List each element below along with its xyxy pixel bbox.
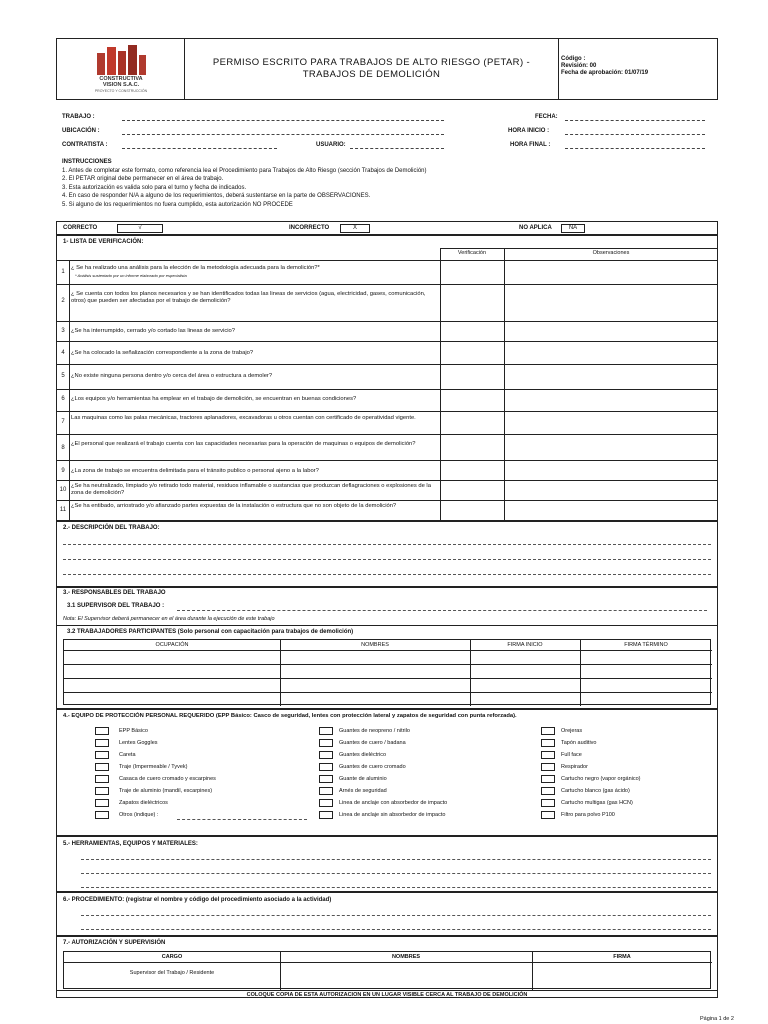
item-number: 3 bbox=[61, 328, 65, 334]
checklist-item bbox=[57, 321, 717, 334]
checklist-item bbox=[57, 341, 717, 356]
epp-checkbox[interactable] bbox=[541, 739, 555, 747]
epp-checkbox[interactable] bbox=[541, 727, 555, 735]
epp-item-label: Filtro para polvo P100 bbox=[561, 812, 615, 818]
incorrecto-label: INCORRECTO bbox=[289, 225, 330, 231]
company-logo bbox=[57, 39, 185, 99]
epp-title: 4.- EQUIPO DE PROTECCIÓN PERSONAL REQUERIDO (EPP Básico: Casco de seguridad, lentes con protección lateral y zapatos de seguridad con punta reforzada). bbox=[63, 713, 517, 719]
item-number: 11 bbox=[59, 507, 67, 513]
workers-table bbox=[63, 639, 711, 705]
contratista-field[interactable] bbox=[122, 148, 277, 149]
epp-item-label: EPP Básico bbox=[119, 728, 148, 734]
epp-item-label: Traje (Impermeable / Tyvek) bbox=[119, 764, 188, 770]
epp-checkbox[interactable] bbox=[319, 811, 333, 819]
epp-item-label: Cartucho multigas (gas HCN) bbox=[561, 800, 633, 806]
item-question: ¿No existe ninguna persona dentro y/o cerca del área o estructura a demoler? bbox=[71, 373, 273, 379]
epp-item-label: Cartucho blanco (gas ácido) bbox=[561, 788, 630, 794]
epp-checkbox[interactable] bbox=[319, 751, 333, 759]
usuario-field[interactable] bbox=[350, 148, 444, 149]
col-nombres: NOMBRES bbox=[361, 642, 389, 648]
checklist-item bbox=[57, 500, 717, 513]
tools-section bbox=[56, 836, 718, 892]
document-title: PERMISO ESCRITO PARA TRABAJOS DE ALTO RIESGO (PETAR) - TRABAJOS DE DEMOLICIÓN bbox=[185, 39, 559, 99]
epp-item-label: Guantes dieléctrico bbox=[339, 752, 387, 758]
no-aplica-label: NO APLICA bbox=[519, 225, 552, 231]
epp-item-label: Orejeras bbox=[561, 728, 583, 734]
checklist-item bbox=[57, 284, 717, 304]
usuario-label: USUARIO: bbox=[316, 142, 346, 148]
item-number: 2 bbox=[61, 298, 65, 304]
responsables-title: 3.- RESPONSABLES DEL TRABAJO bbox=[63, 590, 166, 596]
epp-item-label: Guantes de cuero cromado bbox=[339, 764, 406, 770]
item-number: 10 bbox=[59, 487, 67, 493]
item-number: 1 bbox=[61, 269, 65, 275]
item-number: 4 bbox=[61, 350, 65, 356]
authorization-section bbox=[56, 936, 718, 998]
epp-item-label: Traje de aluminio (mandil, escarpines) bbox=[119, 788, 213, 794]
otros-field[interactable] bbox=[177, 819, 307, 820]
epp-checkbox[interactable] bbox=[95, 751, 109, 759]
footer-notice: COLOQUE COPIA DE ESTA AUTORIZACION EN UN LUGAR VISIBLE CERCA AL TRABAJO DE DEMOLICIÓN bbox=[57, 990, 717, 999]
checklist-item bbox=[57, 434, 717, 451]
item-number: 7 bbox=[61, 419, 65, 425]
item-number: 9 bbox=[61, 468, 65, 474]
epp-item-label: Linea de anclaje con absorbedor de impacto bbox=[339, 800, 448, 806]
tools-line[interactable] bbox=[81, 887, 711, 888]
instruction-item: 4. En caso de responder N/A a alguno de los requerimientos, deberá sustentarse en la parte de OBSERVACIONES. bbox=[62, 193, 371, 199]
responsables-section bbox=[56, 587, 718, 709]
authorization-title: 7.- AUTORIZACIÓN Y SUPERVISIÓN bbox=[63, 940, 166, 946]
revision-label: Revisión: 00 bbox=[561, 63, 597, 69]
company-sub: VISION S.A.C. bbox=[102, 82, 140, 88]
item-question: ¿Los equipos y/o herramientas ha emplear en el trabajo de demolición, se encuentran en buenas condiciones? bbox=[71, 396, 357, 402]
trabajo-field[interactable] bbox=[122, 120, 444, 121]
checklist-grid bbox=[57, 248, 717, 520]
description-title: 2.- DESCRIPCIÓN DEL TRABAJO: bbox=[63, 525, 160, 531]
instruction-item: 1. Antes de completar este formato, como referencia lea el Procedimiento para Trabajos de Alto Riesgo (sección Trabajos de Demolición) bbox=[62, 167, 427, 174]
supervisor-field[interactable] bbox=[177, 610, 707, 611]
epp-checkbox[interactable] bbox=[319, 775, 333, 783]
company-name: CONSTRUCTIVA bbox=[99, 76, 143, 82]
col-cargo: CARGO bbox=[161, 954, 183, 960]
item-question: ¿Se ha interrumpido, cerrado y/o cortado las lineas de servicio? bbox=[71, 328, 236, 334]
supervisor-label: 3.1 SUPERVISOR DEL TRABAJO : bbox=[67, 603, 165, 609]
epp-item-label: Cartucho negro (vapor orgánico) bbox=[561, 776, 641, 782]
item-question: Las maquinas como las palas mecánicas, tractores aplanadores, excavadoras u otros cuentan con certificado de operatividad vigente. bbox=[71, 415, 416, 421]
epp-item-label: Linea de anclaje sin absorbedor de impacto bbox=[339, 812, 446, 818]
document-code-block bbox=[561, 56, 648, 77]
epp-checkbox[interactable] bbox=[95, 727, 109, 735]
ubicacion-field[interactable] bbox=[122, 134, 444, 135]
company-tag: PROYECTO Y CONSTRUCCIÓN bbox=[94, 89, 148, 93]
tools-title: 5.- HERRAMIENTAS, EQUIPOS Y MATERIALES: bbox=[63, 841, 198, 847]
hora-final-label: HORA FINAL : bbox=[510, 142, 551, 148]
epp-item-label: Lentes Goggles bbox=[119, 740, 158, 746]
checklist-item bbox=[57, 364, 717, 379]
tools-line[interactable] bbox=[81, 873, 711, 874]
epp-item-label: Full face bbox=[561, 752, 582, 758]
no-aplica-mark: NA bbox=[561, 224, 585, 233]
fecha-label: FECHA: bbox=[535, 114, 558, 120]
item-question: ¿ Se cuenta con todos los planos necesarios y se han identificados todas las lineas de servicios (agua, electricidad, gases, comunicación, otros) que pueden ser afectadas por el trabajo de demolición? bbox=[71, 291, 426, 304]
instruction-item: 2. El PETAR original debe permanecer en el área de trabajo. bbox=[62, 176, 224, 182]
item-question: ¿El personal que realizará el trabajo cuenta con las capacidades necesarias para la operación de maquinas o equipos de demolición? bbox=[71, 441, 416, 447]
tools-line[interactable] bbox=[81, 859, 711, 860]
epp-checkbox[interactable] bbox=[319, 763, 333, 771]
hora-final-field[interactable] bbox=[565, 148, 705, 149]
checklist-item bbox=[57, 411, 717, 425]
authorization-table bbox=[63, 951, 711, 989]
checklist-item bbox=[57, 260, 717, 278]
document-header bbox=[56, 38, 718, 100]
epp-item-label: Guantes de cuero / badana bbox=[339, 740, 406, 746]
supervisor-note: Nota: El Supervisor deberá permanecer en el área durante la ejecución de este trabajo bbox=[63, 616, 275, 622]
description-line[interactable] bbox=[63, 559, 711, 560]
epp-checkbox[interactable] bbox=[319, 787, 333, 795]
epp-checkbox[interactable] bbox=[541, 763, 555, 771]
code-label: Código : bbox=[561, 56, 586, 62]
checklist-item bbox=[57, 389, 717, 402]
workers-label: 3.2 TRABAJADORES PARTICIPANTES (Solo personal con capacitación para trabajos de demolición) bbox=[67, 629, 354, 635]
approval-label: Fecha de aprobación: 01/07/19 bbox=[561, 70, 649, 76]
item-question: ¿Se ha colocado la señalización correspondiente a la zona de trabajo? bbox=[71, 350, 254, 356]
procedure-line[interactable] bbox=[81, 915, 711, 916]
epp-item-label: Guante de aluminio bbox=[339, 776, 387, 782]
epp-checkbox[interactable] bbox=[319, 799, 333, 807]
description-line[interactable] bbox=[63, 574, 711, 575]
col-observaciones: Observaciones bbox=[592, 250, 630, 256]
description-line[interactable] bbox=[63, 544, 711, 545]
col-firma-termino: FIRMA TÉRMINO bbox=[624, 642, 668, 648]
col-ocupacion: OCUPACIÓN bbox=[155, 642, 189, 648]
epp-checkbox[interactable] bbox=[95, 811, 109, 819]
fecha-field[interactable] bbox=[565, 120, 705, 121]
epp-checkbox[interactable] bbox=[319, 739, 333, 747]
epp-checkbox[interactable] bbox=[541, 811, 555, 819]
item-number: 5 bbox=[61, 373, 65, 379]
item-question: ¿ Se ha realizado una análisis para la elección de la metodología adecuada para la demolición?* bbox=[71, 265, 320, 271]
instruction-item: 3. Esta autorización es valida solo para el turno y fecha de indicados. bbox=[62, 184, 247, 191]
instructions-title: INSTRUCCIONES bbox=[62, 159, 112, 165]
epp-checkbox[interactable] bbox=[95, 763, 109, 771]
hora-inicio-field[interactable] bbox=[565, 134, 705, 135]
trabajo-label: TRABAJO : bbox=[62, 114, 95, 120]
item-question: ¿La zona de trabajo se encuentra delimitada para el tránsito publico o personal ajeno a la labor? bbox=[71, 468, 319, 474]
procedure-section bbox=[56, 892, 718, 936]
epp-item-label: Guantes de neopreno / nitrilo bbox=[339, 728, 410, 734]
procedure-line[interactable] bbox=[81, 929, 711, 930]
instructions bbox=[62, 158, 702, 209]
item-number: 8 bbox=[61, 445, 65, 451]
instruction-item: 5. Si alguno de los requerimientos no fuera cumplido, esta autorización NO PROCEDE bbox=[62, 201, 293, 208]
col-verificacion: Verificación bbox=[457, 250, 487, 256]
epp-item-label: Otros (indique) : bbox=[119, 812, 159, 818]
checklist-title: 1- LISTA DE VERIFICACIÓN: bbox=[63, 239, 144, 245]
checklist-item bbox=[57, 460, 717, 474]
item-number: 6 bbox=[61, 396, 65, 402]
incorrecto-mark: X bbox=[340, 224, 370, 233]
epp-item-label: Zapatos dieléctricos bbox=[119, 800, 168, 806]
epp-checkbox[interactable] bbox=[541, 751, 555, 759]
ubicacion-label: UBICACIÓN : bbox=[62, 128, 100, 134]
epp-checkbox[interactable] bbox=[95, 787, 109, 795]
epp-section bbox=[56, 709, 718, 836]
col-nombres: NOMBRES bbox=[391, 954, 421, 960]
epp-item-label: Arnés de seguridad bbox=[339, 788, 387, 794]
epp-item-label: Casaca de cuero cromado y escarpines bbox=[119, 776, 216, 782]
epp-checkbox[interactable] bbox=[541, 775, 555, 783]
correcto-mark: √ bbox=[117, 224, 163, 233]
legend-row bbox=[56, 221, 718, 235]
epp-item-label: Careta bbox=[119, 752, 136, 758]
col-firma: FIRMA bbox=[613, 954, 631, 960]
col-firma-inicio: FIRMA INICIO bbox=[507, 642, 543, 648]
item-note: * Análisis sustentado por un informe elaborado por especialista bbox=[75, 273, 187, 278]
correcto-label: CORRECTO bbox=[63, 225, 98, 231]
epp-item-label: Respirador bbox=[561, 764, 588, 770]
procedure-title: 6.- PROCEDIMIENTO: (registrar el nombre y código del procedimiento asociado a la actividad) bbox=[63, 897, 332, 903]
page-number: Página 1 de 2 bbox=[700, 1016, 734, 1022]
description-section bbox=[56, 521, 718, 587]
checklist-item bbox=[57, 480, 717, 496]
item-question: ¿Se ha entibado, arriostrado y/o afianzado partes expuestas de la instalación o estructura que no son objeto de la demolición? bbox=[71, 503, 397, 509]
epp-checkbox[interactable] bbox=[95, 799, 109, 807]
epp-item-label: Tapón auditivo bbox=[561, 740, 597, 746]
checklist-section bbox=[56, 235, 718, 521]
epp-checkbox[interactable] bbox=[95, 739, 109, 747]
epp-checkbox[interactable] bbox=[319, 727, 333, 735]
epp-checkbox[interactable] bbox=[541, 787, 555, 795]
item-question: ¿Se ha neutralizado, limpiado y/o retirado todo material, residuos inflamable o sustancias que produzcan deflagraciones o explosiones de la zona de demolición? bbox=[71, 483, 431, 496]
hora-inicio-label: HORA INICIO : bbox=[508, 128, 550, 134]
contratista-label: CONTRATISTA : bbox=[62, 142, 108, 148]
supervisor-residente-row: Supervisor del Trabajo / Residente bbox=[129, 970, 215, 976]
epp-checkbox[interactable] bbox=[95, 775, 109, 783]
epp-checkbox[interactable] bbox=[541, 799, 555, 807]
